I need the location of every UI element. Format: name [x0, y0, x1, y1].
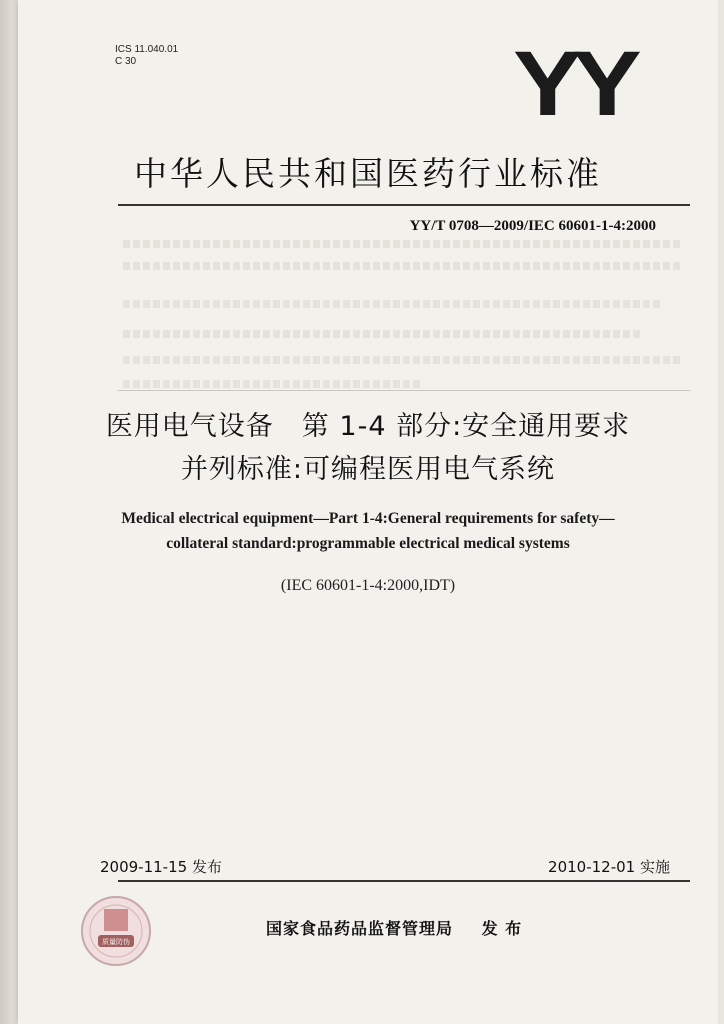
bleed-through-text — [123, 240, 683, 248]
bleed-through-text — [123, 262, 683, 270]
main-title-en-line1: Medical electrical equipment—Part 1-4:General requirements for safety— — [121, 510, 615, 527]
classification-codes — [115, 44, 178, 68]
faint-rule — [118, 390, 690, 391]
document-page — [18, 0, 718, 1024]
yy-logo: YY — [513, 33, 632, 136]
standard-number: YY/T 0708—2009/IEC 60601-1-4:2000 — [409, 218, 656, 234]
implementation-date: 2010-12-01 实施 — [548, 858, 670, 876]
main-title-cn-line1: 医用电气设备 第 1-4 部分:安全通用要求 — [105, 411, 631, 442]
ccs-code: C 30 — [115, 56, 137, 67]
publisher — [266, 916, 522, 939]
ics-code: ICS 11.040.01 — [115, 44, 179, 55]
bleed-through-text — [123, 330, 643, 338]
seal-label: 质量防伪 — [102, 938, 130, 946]
bleed-through-text — [123, 380, 423, 388]
main-title-cn-line2: 并列标准:可编程医用电气系统 — [180, 454, 556, 485]
issue-date: 2009-11-15 发布 — [100, 858, 222, 876]
equivalence-note: (IEC 60601-1-4:2000,IDT) — [280, 577, 456, 594]
header-rule — [118, 204, 690, 206]
footer-rule — [118, 880, 690, 882]
main-title-en-line2: collateral standard:programmable electrical medical systems — [166, 535, 570, 552]
document-category-title: 中华人民共和国医药行业标准 — [134, 154, 602, 193]
bleed-through-text — [123, 300, 663, 308]
bleed-through-text — [123, 356, 683, 364]
publish-label: 发 布 — [481, 919, 523, 938]
anti-counterfeit-seal — [80, 895, 152, 967]
page-edge — [0, 0, 18, 1024]
publisher-name: 国家食品药品监督管理局 — [266, 919, 454, 938]
